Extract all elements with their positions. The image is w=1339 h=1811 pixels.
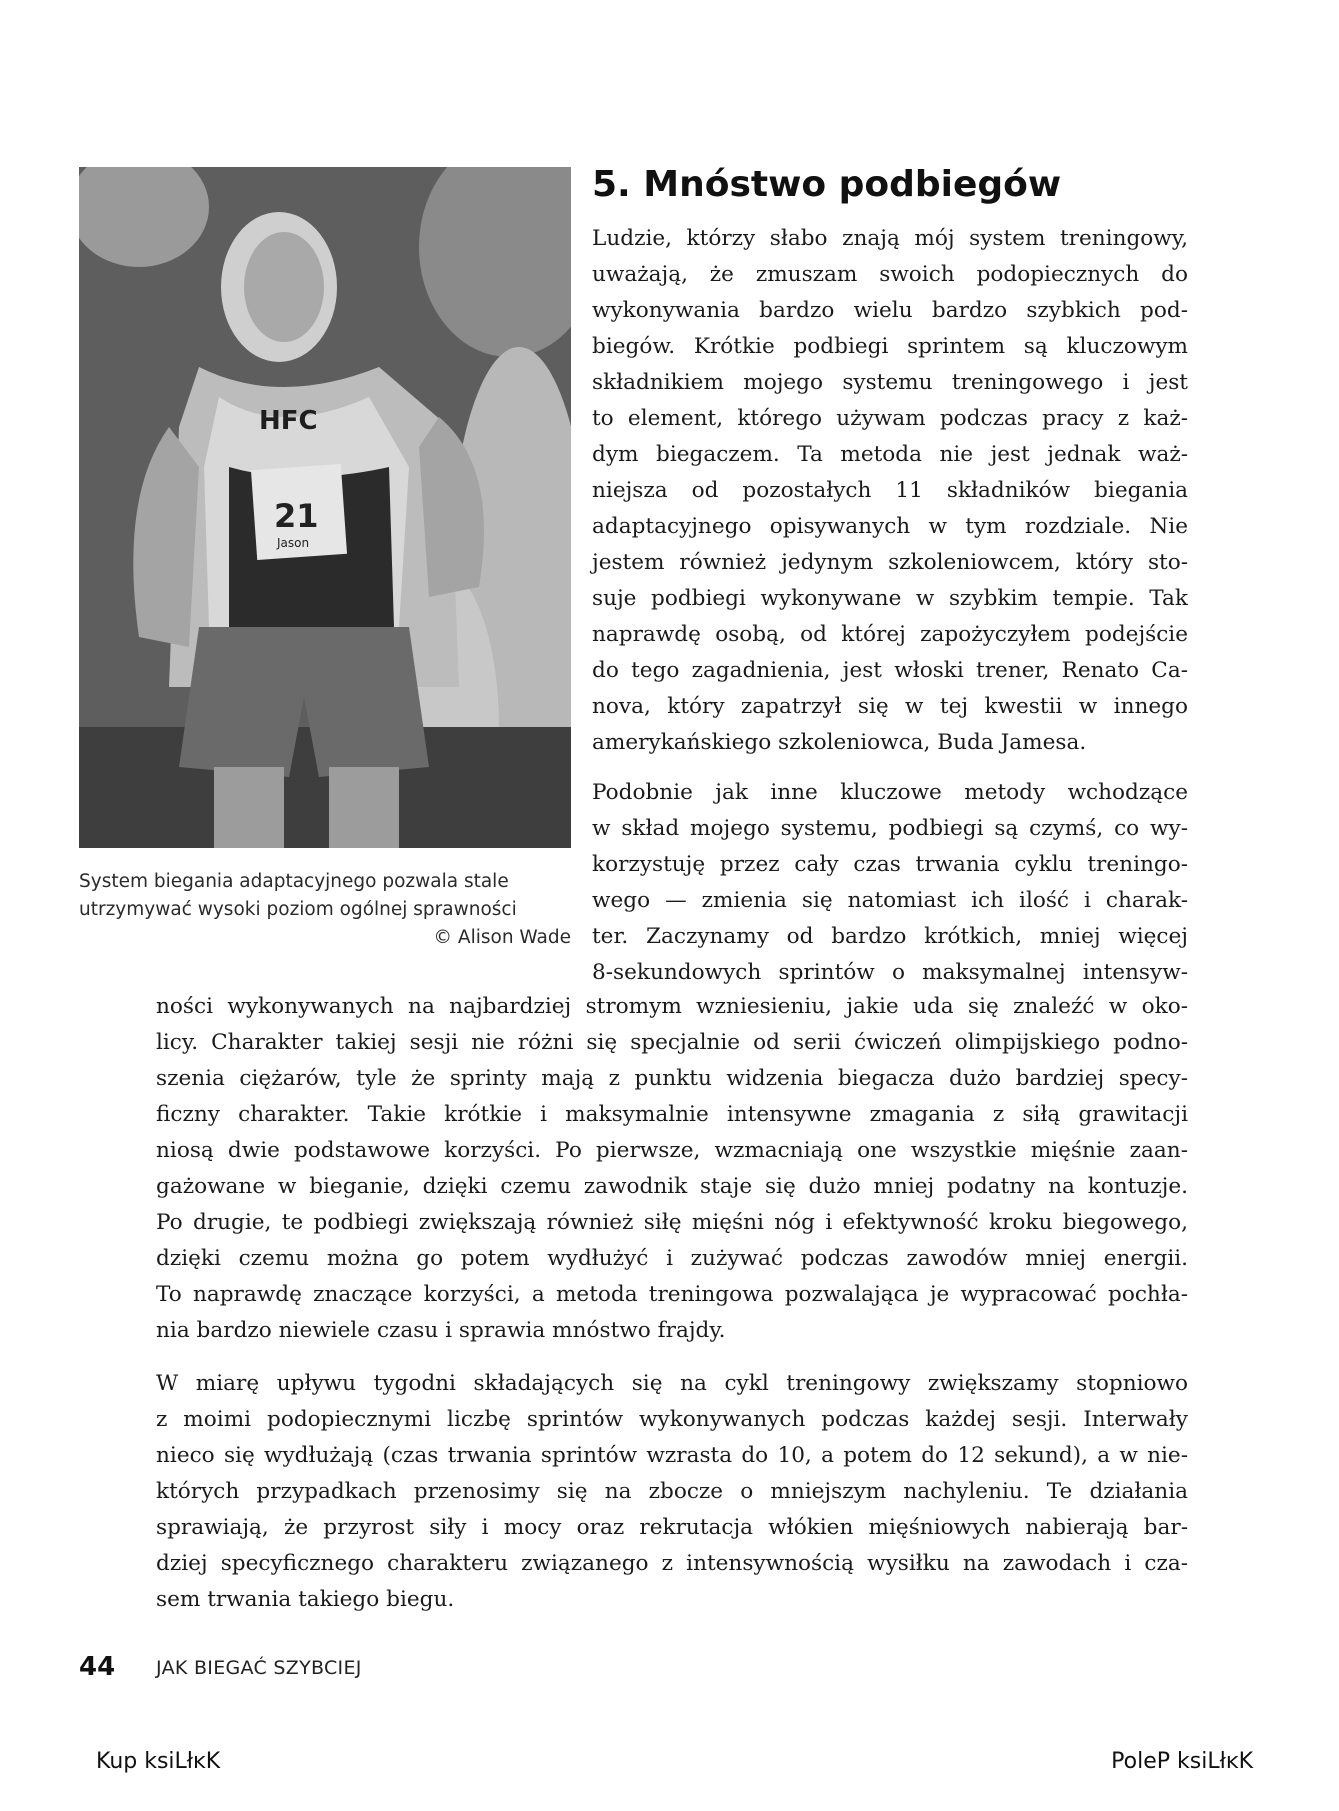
- paragraph-2-full: [156, 989, 1188, 1349]
- text-line: składnikiem mojego systemu treningowego i jest: [592, 370, 1188, 395]
- text-line: których przypadkach przenosimy się na zbocze o mniejszym nachyleniu. Te działania: [156, 1479, 1188, 1504]
- text-line: nova, który zapatrzył się w tej kwestii w innego: [592, 694, 1188, 719]
- section-heading: 5. Mnóstwo podbiegów: [592, 164, 1062, 205]
- text-line: Ludzie, którzy słabo znają mój system treningowy,: [592, 226, 1188, 251]
- text-line: dym biegaczem. Ta metoda nie jest jednak waż-: [592, 442, 1188, 467]
- paragraph-2-column: [592, 775, 1188, 991]
- text-line: sprawiają, że przyrost siły i mocy oraz rekrutacja włókien mięśniowych nabierają bar-: [156, 1515, 1188, 1540]
- rate-book-link[interactable]: PoleP ksiLłĸK: [1111, 1749, 1253, 1774]
- text-line: To naprawdę znaczące korzyści, a metoda treningowa pozwalająca je wypracować pochła-: [156, 1282, 1188, 1307]
- svg-text:HFC: HFC: [259, 406, 318, 436]
- text-line: jestem również jedynym szkoleniowcem, który sto-: [592, 550, 1188, 575]
- runner-photo: [79, 167, 571, 848]
- photo-credit: © Alison Wade: [433, 927, 571, 948]
- text-line: wego — zmienia się natomiast ich ilość i charak-: [592, 888, 1188, 913]
- text-line: nieco się wydłużają (czas trwania sprintów wzrasta do 10, a potem do 12 sekund), a w nie-: [156, 1443, 1188, 1468]
- text-line: z moimi podopiecznymi liczbę sprintów wykonywanych podczas każdej sesji. Interwały: [156, 1407, 1188, 1432]
- runner-illustration: [79, 167, 571, 848]
- text-line: to element, którego używam podczas pracy z każ-: [592, 406, 1188, 431]
- running-title: JAK BIEGAĆ SZYBCIEJ: [156, 1657, 362, 1679]
- text-line: w skład mojego systemu, podbiegi są czymś, co wy-: [592, 816, 1188, 841]
- text-line: Podobnie jak inne kluczowe metody wchodzące: [592, 780, 1188, 805]
- page-number: 44: [79, 1652, 116, 1682]
- text-line: dziej specyficznego charakteru związanego z intensywnością wysiłku na zawodach i cza-: [156, 1551, 1188, 1576]
- photo-caption: [79, 868, 571, 952]
- text-line: niosą dwie podstawowe korzyści. Po pierwsze, wzmacniają one wszystkie mięśnie zaan-: [156, 1138, 1188, 1163]
- text-line: adaptacyjnego opisywanych w tym rozdziale. Nie: [592, 514, 1188, 539]
- svg-text:21: 21: [274, 497, 319, 535]
- buy-book-link[interactable]: Kup ksiLłĸK: [96, 1749, 221, 1774]
- paragraph-1: [592, 221, 1188, 761]
- text-line: Po drugie, te podbiegi zwiększają również siłę mięśni nóg i efektywność kroku biegowego,: [156, 1210, 1188, 1235]
- caption-line: utrzymywać wysoki poziom ogólnej sprawności: [79, 899, 517, 920]
- text-line: ności wykonywanych na najbardziej stromym wzniesieniu, jakie uda się znaleźć w oko-: [156, 994, 1188, 1019]
- text-line: amerykańskiego szkoleniowca, Buda Jamesa.: [592, 730, 1087, 755]
- caption-line: System biegania adaptacyjnego pozwala stale: [79, 871, 509, 892]
- text-line: suje podbiegi wykonywane w szybkim tempie. Tak: [592, 586, 1188, 611]
- text-line: wykonywania bardzo wielu bardzo szybkich pod-: [592, 298, 1188, 323]
- text-line: szenia ciężarów, tyle że sprinty mają z punktu widzenia biegacza dużo bardziej specy-: [156, 1066, 1188, 1091]
- text-line: do tego zagadnienia, jest włoski trener, Renato Ca-: [592, 658, 1188, 683]
- paragraph-3: [156, 1366, 1188, 1618]
- text-line: W miarę upływu tygodni składających się na cykl treningowy zwiększamy stopniowo: [156, 1371, 1188, 1396]
- text-line: dzięki czemu można go potem wydłużyć i zużywać podczas zawodów mniej energii.: [156, 1246, 1188, 1271]
- text-line: sem trwania takiego biegu.: [156, 1587, 455, 1612]
- text-line: uważają, że zmuszam swoich podopiecznych do: [592, 262, 1188, 287]
- text-line: biegów. Krótkie podbiegi sprintem są kluczowym: [592, 334, 1188, 359]
- text-line: gażowane w bieganie, dzięki czemu zawodnik staje się dużo mniej podatny na kontuzje.: [156, 1174, 1188, 1199]
- text-line: 8-sekundowych sprintów o maksymalnej intensyw-: [592, 960, 1188, 985]
- text-line: korzystuję przez cały czas trwania cyklu treningo-: [592, 852, 1188, 877]
- text-line: niejsza od pozostałych 11 składników biegania: [592, 478, 1188, 503]
- text-line: naprawdę osobą, od której zapożyczyłem podejście: [592, 622, 1188, 647]
- text-line: nia bardzo niewiele czasu i sprawia mnóstwo frajdy.: [156, 1318, 726, 1343]
- text-line: ter. Zaczynamy od bardzo krótkich, mniej więcej: [592, 924, 1188, 949]
- text-line: ficzny charakter. Takie krótkie i maksymalnie intensywne zmagania z siłą grawitacji: [156, 1102, 1188, 1127]
- svg-text:Jason: Jason: [277, 536, 310, 550]
- text-line: licy. Charakter takiej sesji nie różni się specjalnie od serii ćwiczeń olimpijskiego podno-: [156, 1030, 1188, 1055]
